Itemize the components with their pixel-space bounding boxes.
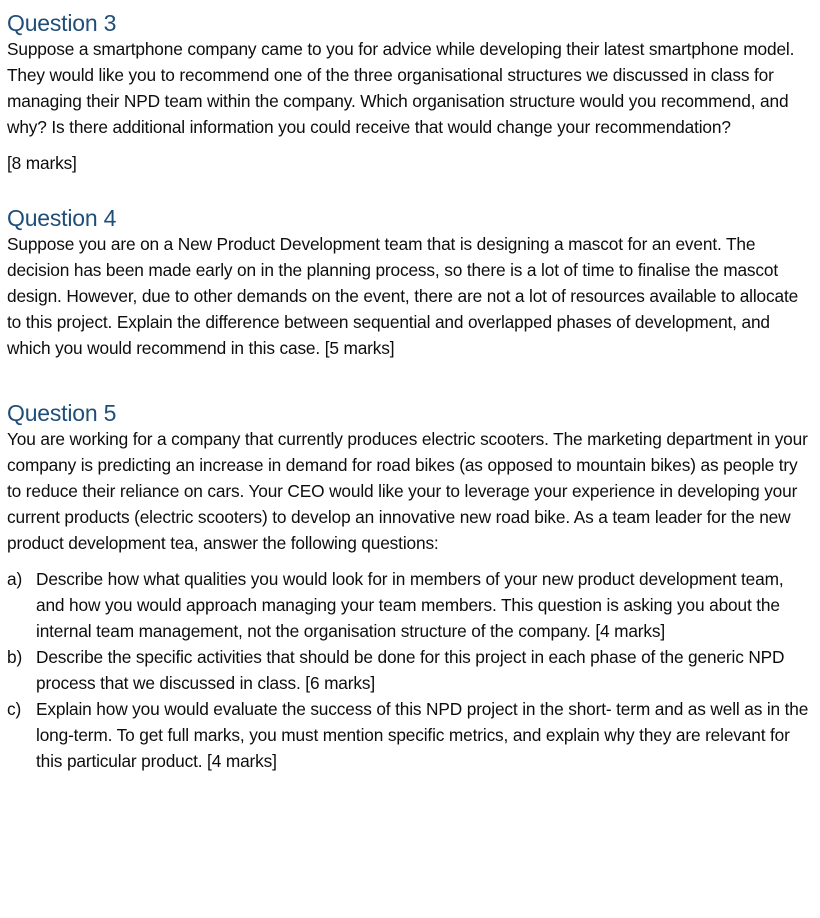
part-a-text: Describe how what qualities you would look for in members of your new product development team, and how you would approach managing your team members. This question is asking you about the internal team management, not the organisation structure of the company. [4 marks] [36, 569, 784, 641]
question-4-body: Suppose you are on a New Product Development team that is designing a mascot for an event. The decision has been made early on in the planning process, so there is a lot of time to finalise the mascot design. However, due to other demands on the event, there are not a lot of resources available to allocate to this project. Explain the difference between sequential and overlapped phases of development, and which you would recommend in this case. [5 marks] [7, 234, 799, 358]
question-5-section [7, 400, 815, 774]
question-5-parts-list [7, 566, 815, 774]
question-3-marks: [8 marks] [7, 153, 77, 173]
question-5-part-c [7, 696, 815, 774]
question-5-body: You are working for a company that currently produces electric scooters. The marketing department in your company is predicting an increase in demand for road bikes (as opposed to mountain bikes) as people try to reduce their reliance on cars. Your CEO would like your to leverage your experience in developing your current products (electric scooters) to develop an innovative new road bike. As a team leader for the new product development tea, answer the following questions: [7, 429, 808, 553]
question-5-heading: Question 5 [7, 400, 117, 426]
part-c-text: Explain how you would evaluate the success of this NPD project in the short- term and as well as in the long-term. To get full marks, you must mention specific metrics, and explain why they are relevant for this particular product. [4 marks] [36, 699, 809, 771]
question-4-section [7, 205, 815, 361]
part-c-letter: c) [7, 699, 22, 719]
question-3-heading: Question 3 [7, 10, 117, 36]
question-3-body: Suppose a smartphone company came to you for advice while developing their latest smartphone model. They would like you to recommend one of the three organisational structures we discussed in class for managing their NPD team within the company. Which organisation structure would you recommend, and why? Is there additional information you could receive that would change your recommendation? [7, 39, 795, 137]
part-b-text: Describe the specific activities that should be done for this project in each phase of the generic NPD process that we discussed in class. [6 marks] [36, 647, 785, 693]
document-page [7, 0, 815, 774]
question-5-part-a [7, 566, 815, 644]
part-a-letter: a) [7, 569, 23, 589]
part-b-letter: b) [7, 647, 23, 667]
question-5-part-b [7, 644, 815, 696]
question-3-section [7, 10, 815, 176]
question-4-heading: Question 4 [7, 205, 117, 231]
